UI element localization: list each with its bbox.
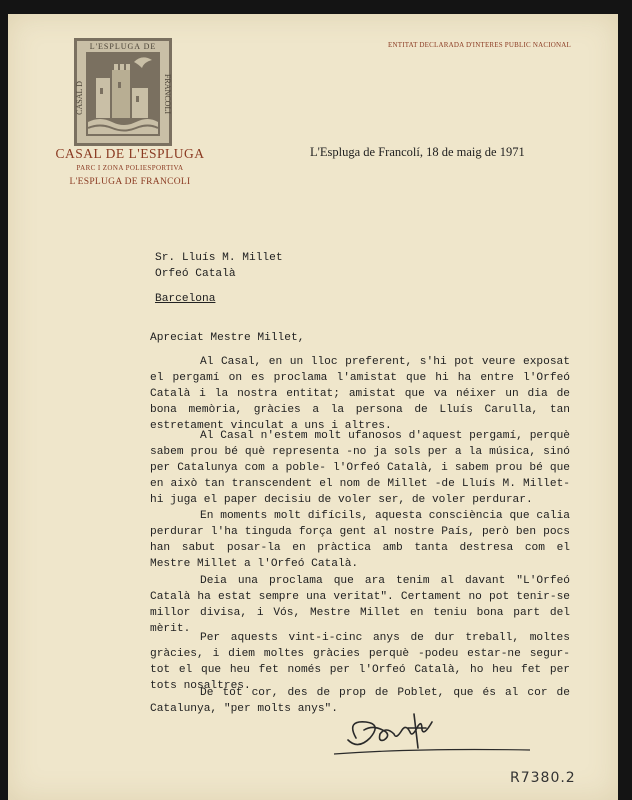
org-name: CASAL DE L'ESPLUGA <box>55 146 205 161</box>
castle-logo-icon <box>74 38 172 146</box>
greeting: Apreciat Mestre Millet, <box>150 332 305 344</box>
svg-text:CASAL D: CASAL D <box>75 81 84 115</box>
recipient-city: Barcelona <box>155 293 216 305</box>
scan-border-left <box>0 0 8 800</box>
archive-reference: R7380.2 <box>510 770 576 786</box>
paragraph-4: Deia una proclama que ara tenim al davant "L'Orfeó Català ha estat sempre una veritat". Certament no pot tenir-se millor divisa, i Vós, Mestre Millet en teniu bona part del mèrit. <box>150 575 570 635</box>
scan-border-top <box>0 0 632 14</box>
paragraph-1: Al Casal, en un lloc preferent, s'hi pot veure exposat el pergamí on es proclama l'amistat que hi ha entre l'Orfeó Català i la nostra entitat; amistat que va néixer un dia de bona memòria, gràcies a la persona de Lluís Carulla, tan estretament vinculat a uns i altres. <box>150 356 570 432</box>
handwritten-signature <box>328 700 538 770</box>
svg-text:FRANCOLI: FRANCOLI <box>163 73 172 115</box>
letterhead-org <box>50 146 210 187</box>
entitat-header: ENTITAT DECLARADA D'INTERES PUBLIC NACIONAL <box>388 41 571 49</box>
org-town: L'ESPLUGA DE FRANCOLI <box>69 177 191 187</box>
paragraph-6: De tot cor, des de prop de Poblet, que és al cor de Catalunya, "per molts anys". <box>150 687 570 715</box>
casal-logo <box>74 38 172 146</box>
date-line: L'Espluga de Francolí, 18 de maig de 1971 <box>310 145 525 159</box>
svg-text:L'ESPLUGA DE: L'ESPLUGA DE <box>89 42 157 51</box>
paragraph-2: Al Casal n'estem molt ufanosos d'aquest pergamí, perquè sabem prou bé què representa -no ja sols per a la música, sinó per Catalunya com a poble- l'Orfeó Català, i sabem prou bé que en això tan transcendent el nom de Millet -de Lluís M. Millet- hi juga el paper decisiu de voler ser, de voler perdurar. <box>150 430 570 506</box>
recipient-name: Sr. Lluís M. Millet <box>155 252 283 264</box>
scan-border-right <box>618 0 632 800</box>
paragraph-5: Per aquests vint-i-cinc anys de dur treball, moltes gràcies, i diem moltes gràcies perquè -podeu estar-ne segur- tot el que heu fet només per l'Orfeó Català, ho heu fet per tots nosaltres. <box>150 632 570 692</box>
org-subtitle: PARC I ZONA POLIESPORTIVA <box>76 164 184 172</box>
paragraph-3: En moments molt difícils, aquesta consciència que calia perdurar l'ha tinguda força gent al nostre País, però ben pocs han sabut posar-la en pràctica amb tanta destresa com el Mestre Millet a l'Orfeó Català. <box>150 510 570 570</box>
recipient-org: Orfeó Català <box>155 268 236 280</box>
